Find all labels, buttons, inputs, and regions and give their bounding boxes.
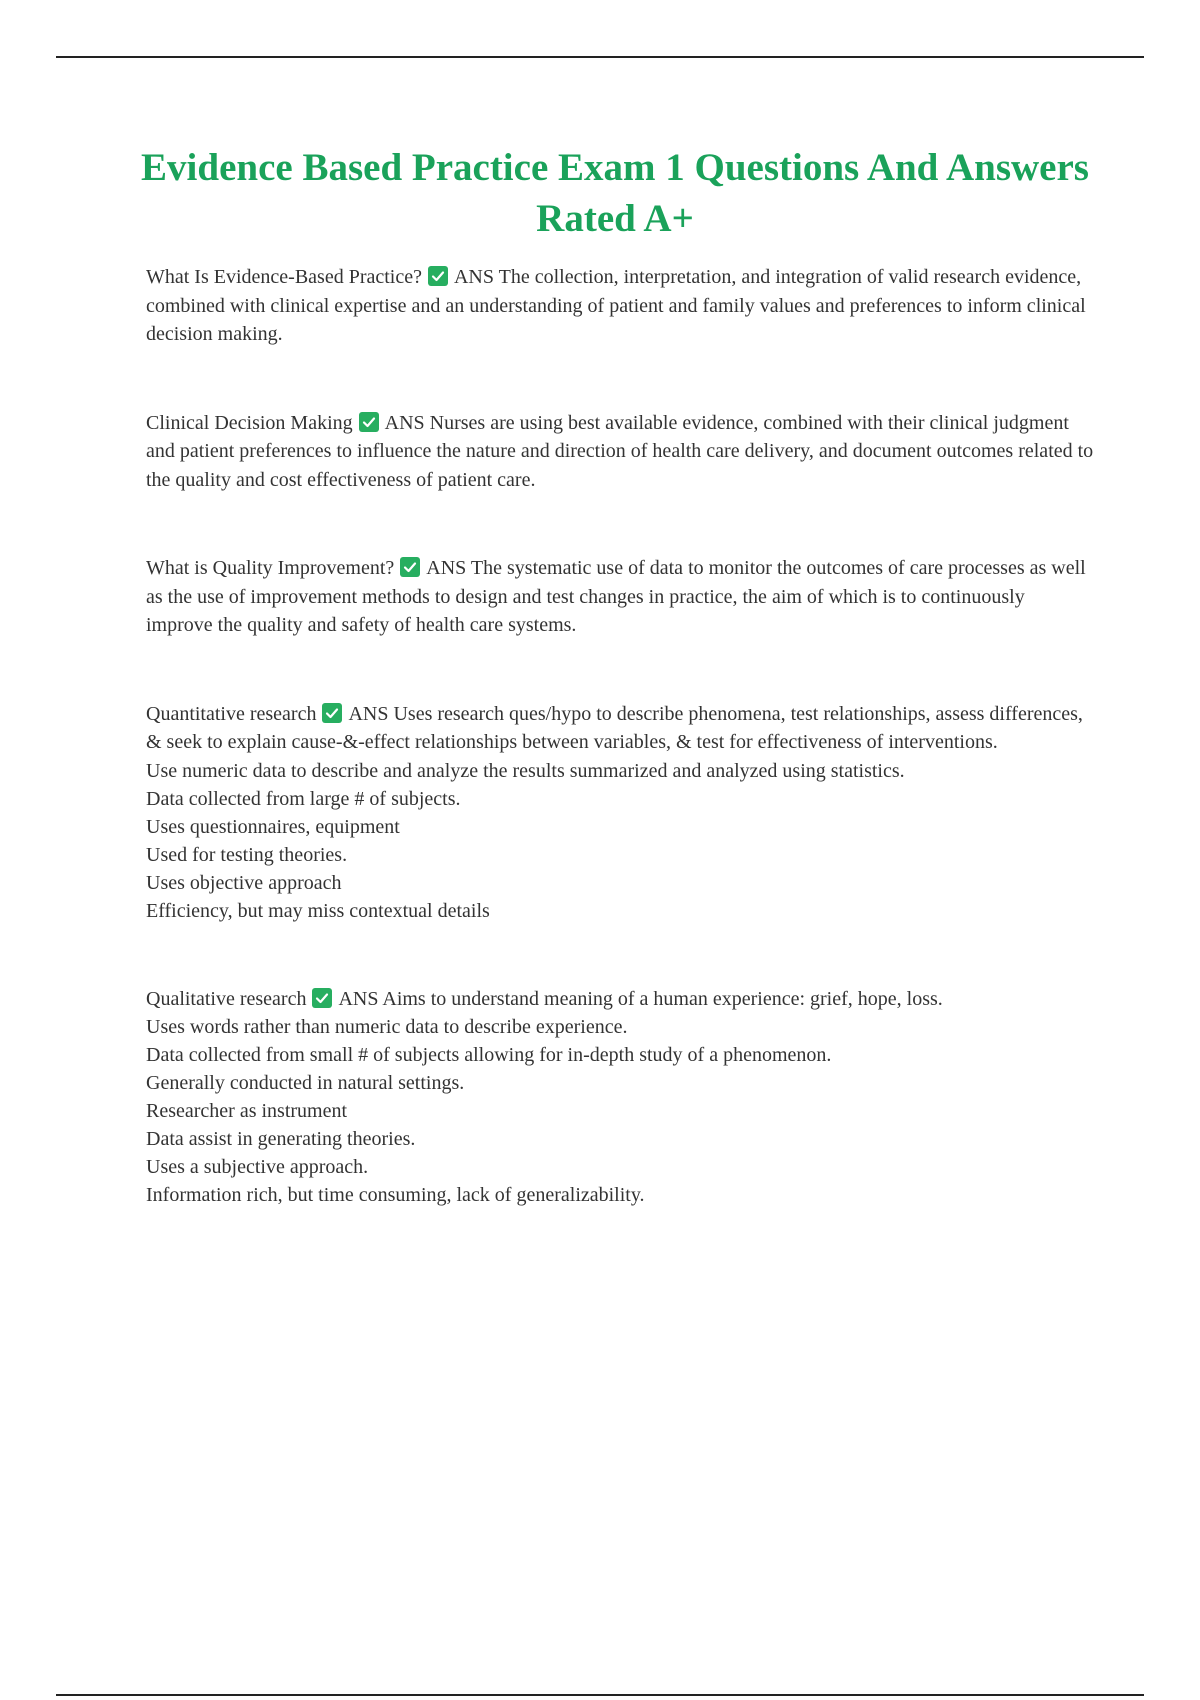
subpoint: Use numeric data to describe and analyze the results summarized and analyzed using statistics. xyxy=(146,759,905,782)
qa-text xyxy=(146,554,1096,640)
qa-entry xyxy=(146,409,1096,495)
checkmark-icon xyxy=(322,703,342,723)
checkmark-icon xyxy=(359,412,379,432)
subpoint: Uses objective approach xyxy=(146,871,342,894)
document-title: Evidence Based Practice Exam 1 Questions And Answers Rated A+ xyxy=(141,146,1089,240)
qa-text xyxy=(146,985,1096,1014)
question-term: What Is Evidence-Based Practice? xyxy=(146,266,422,288)
checkmark-icon xyxy=(428,266,448,286)
qa-entry xyxy=(146,554,1096,640)
subpoint: Used for testing theories. xyxy=(146,843,348,866)
subpoint: Uses words rather than numeric data to describe experience. xyxy=(146,1016,628,1038)
subpoint: Uses a subjective approach. xyxy=(146,1156,369,1178)
subpoint: Generally conducted in natural settings. xyxy=(146,1072,465,1094)
subpoint: Data collected from large # of subjects. xyxy=(146,787,461,810)
question-term: Quantitative research xyxy=(146,702,317,725)
top-rule xyxy=(56,56,1144,58)
answer-text: ANS Nurses are using best available evidence, combined with their clinical judgment and patient preferences to influence the nature and direction of health care delivery, and document outcomes related to the quality and cost effectiveness of patient care. xyxy=(146,411,1094,491)
answer-text: ANS Aims to understand meaning of a human experience: grief, hope, loss. xyxy=(338,987,943,1010)
answer-text: ANS Uses research ques/hypo to describe phenomena, test relationships, assess differences, & seek to explain cause-&-effect relationships between variables, & test for effectiveness of interventions. xyxy=(146,702,1083,753)
checkmark-icon xyxy=(312,988,332,1008)
checkmark-icon xyxy=(400,557,420,577)
subpoint: Data assist in generating theories. xyxy=(146,1128,416,1150)
subpoint: Information rich, but time consuming, lack of generalizability. xyxy=(146,1184,645,1206)
qa-text xyxy=(146,409,1096,495)
subpoint: Uses questionnaires, equipment xyxy=(146,815,400,838)
answer-text: ANS The collection, interpretation, and integration of valid research evidence, combined with clinical expertise and an understanding of patient and family values and preferences to inform clinical decision making. xyxy=(146,266,1086,345)
subpoint: Efficiency, but may miss contextual details xyxy=(146,899,490,922)
qa-text xyxy=(146,263,1096,349)
qa-text xyxy=(146,700,1096,757)
answer-text: ANS The systematic use of data to monitor the outcomes of care processes as well as the use of improvement methods to design and test changes in practice, the aim of which is to continuously improve the quality and safety of health care systems. xyxy=(146,557,1086,636)
qa-entry xyxy=(146,263,1096,349)
qa-entry xyxy=(146,700,1096,925)
document-body xyxy=(146,263,1096,1209)
subpoint: Data collected from small # of subjects allowing for in-depth study of a phenomenon. xyxy=(146,1044,832,1066)
question-term: What is Quality Improvement? xyxy=(146,557,395,579)
qa-entry xyxy=(146,985,1096,1210)
subpoint: Researcher as instrument xyxy=(146,1100,348,1122)
question-term: Qualitative research xyxy=(146,987,307,1010)
question-term: Clinical Decision Making xyxy=(146,411,353,434)
bottom-rule xyxy=(56,1694,1144,1696)
